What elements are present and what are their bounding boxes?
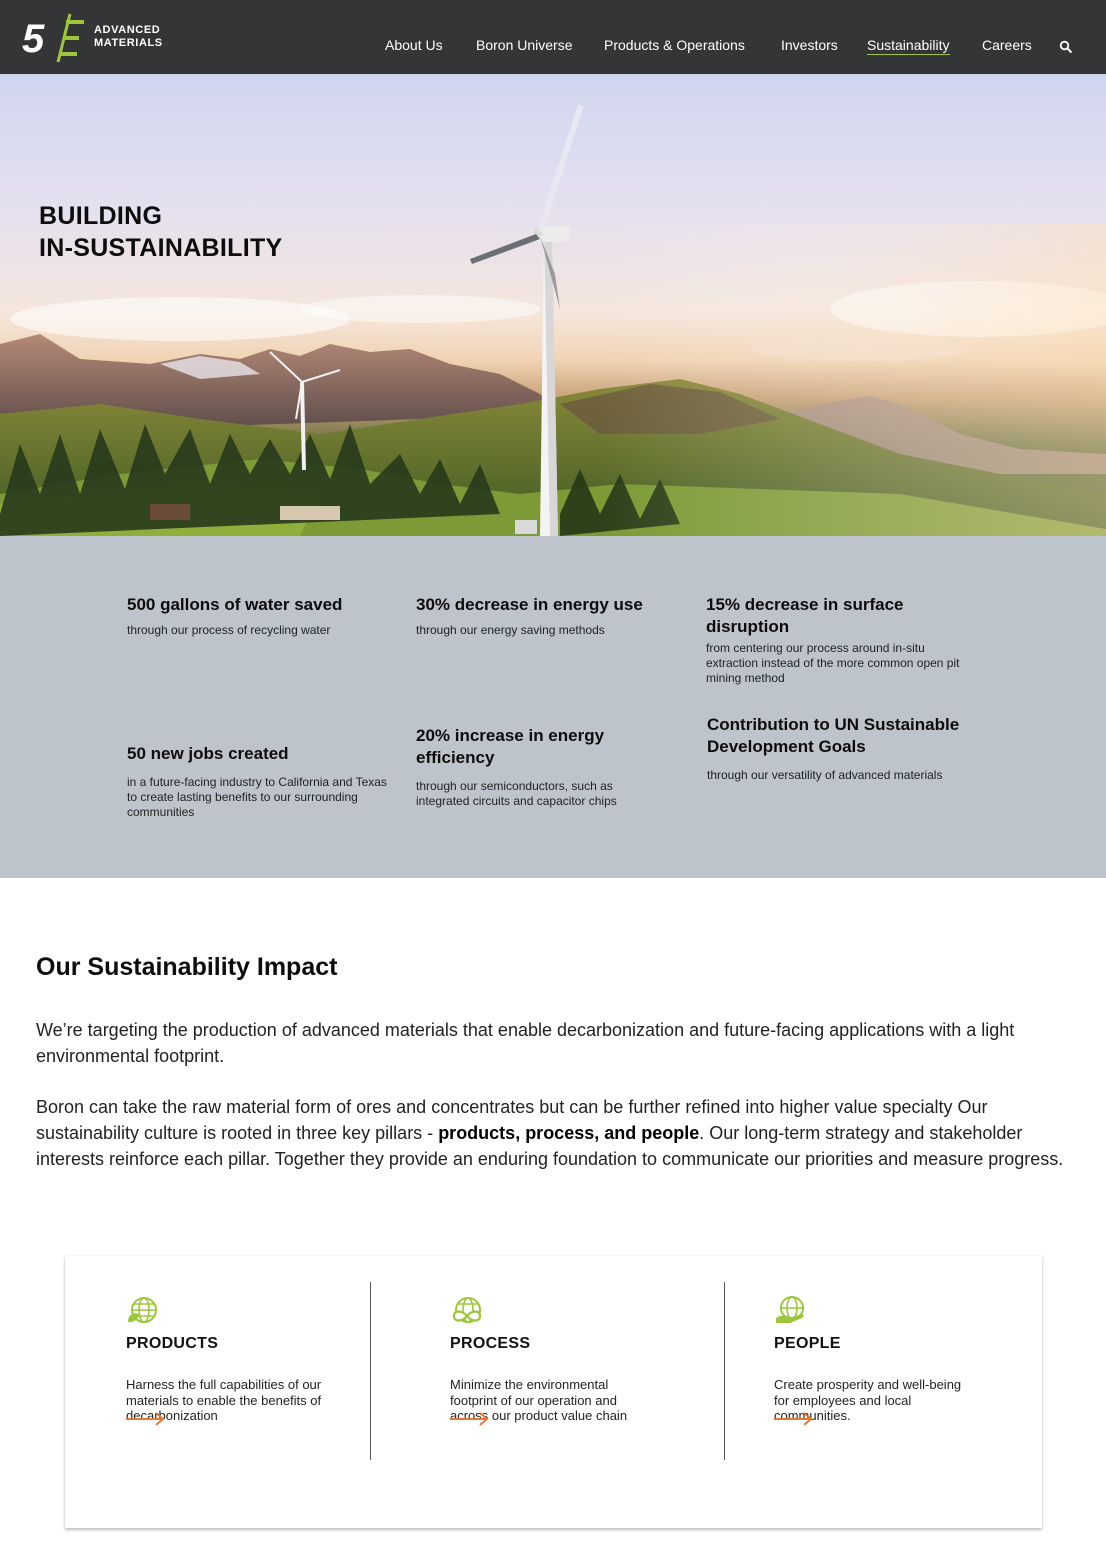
- stat-title: Contribution to UN Sustainable Development Goals: [707, 715, 960, 756]
- svg-text:5: 5: [22, 17, 45, 61]
- stat-item: [127, 743, 392, 820]
- impact-paragraph-2-text-b: . Our long-term strategy and stakeholder interests reinforce each pillar. Together they provide an enduring foundation to communicate our priorities and measure progress.: [36, 1123, 1064, 1169]
- stat-title: 30% decrease in energy use: [416, 595, 643, 614]
- impact-paragraph-1: We’re targeting the production of advanced materials that enable decarbonization and future-facing applications with a light environmental footprint.: [36, 1020, 1015, 1066]
- pillar-description: Minimize the environmental footprint of our operation and across our product value chain: [450, 1377, 628, 1423]
- globe-leaf-icon: [126, 1296, 160, 1324]
- wind-turbine-landscape-image: [0, 74, 1106, 536]
- nav-about-us[interactable]: About Us: [385, 37, 443, 53]
- stat-description: from centering our process around in-situ extraction instead of the more common open pit mining method: [706, 641, 960, 685]
- stat-title: 50 new jobs created: [127, 744, 289, 763]
- impact-section-title: Our Sustainability Impact: [36, 953, 338, 981]
- nav-investors[interactable]: Investors: [781, 37, 838, 53]
- stat-title: 500 gallons of water saved: [127, 595, 343, 614]
- stat-title: 20% increase in energy efficiency: [416, 726, 605, 767]
- pillars-highlight: products, process, and people: [438, 1123, 700, 1143]
- pillar-divider: [724, 1282, 725, 1460]
- brand-name-line2: MATERIALS: [94, 37, 163, 49]
- brand-name-line1: ADVANCED: [94, 24, 161, 36]
- hero-title-line2: IN-SUSTAINABILITY: [39, 234, 283, 262]
- stat-item: [706, 594, 966, 686]
- pillar-title: PROCESS: [450, 1335, 531, 1352]
- stat-item: [127, 594, 392, 638]
- pillars-card: [65, 1256, 1042, 1528]
- process-arrow-icon[interactable]: [450, 1412, 490, 1426]
- people-arrow-icon[interactable]: [774, 1412, 814, 1426]
- nav-sustainability[interactable]: Sustainability: [867, 37, 950, 53]
- stat-item: [416, 725, 666, 809]
- pillar-title: PEOPLE: [774, 1335, 841, 1352]
- stat-description: through our versatility of advanced materials: [707, 768, 943, 782]
- pillar-people: [774, 1296, 974, 1424]
- globe-hand-icon: [774, 1296, 808, 1324]
- search-icon[interactable]: [1059, 40, 1073, 54]
- impact-paragraph-2-text-a: Boron can take the raw material form of ores and concentrates but can be further refined into higher value specialty Our sustainability culture is rooted in three key pillars -: [36, 1097, 988, 1143]
- pillar-divider: [370, 1282, 371, 1460]
- hero-title-line1: BUILDING: [39, 202, 163, 230]
- hero-banner: [0, 74, 1106, 536]
- stat-description: in a future-facing industry to California and Texas to create lasting benefits to our surrounding communities: [127, 775, 387, 819]
- nav-products-operations[interactable]: Products & Operations: [604, 37, 745, 53]
- hero-title: [39, 200, 283, 264]
- pillar-description: Harness the full capabilities of our materials to enable the benefits of decarbonization: [126, 1377, 322, 1423]
- pillar-process: [450, 1296, 650, 1424]
- pillar-description: Create prosperity and well-being for employees and local communities.: [774, 1377, 962, 1423]
- nav-careers[interactable]: Careers: [982, 37, 1032, 53]
- main-menu: [0, 37, 1106, 57]
- stat-title: 15% decrease in surface disruption: [706, 595, 904, 636]
- products-arrow-icon[interactable]: [126, 1412, 166, 1426]
- stat-description: through our semiconductors, such as integrated circuits and capacitor chips: [416, 779, 617, 808]
- impact-paragraph-2: [36, 1094, 1076, 1172]
- stat-description: through our energy saving methods: [416, 623, 605, 637]
- stat-item: [416, 594, 691, 638]
- globe-infinity-icon: [450, 1296, 484, 1324]
- nav-boron-universe[interactable]: Boron Universe: [476, 37, 573, 53]
- stat-item: [707, 714, 962, 783]
- pillar-products: [126, 1296, 326, 1424]
- pillar-title: PRODUCTS: [126, 1335, 219, 1352]
- stat-description: through our process of recycling water: [127, 623, 331, 637]
- sustainability-stats: [0, 536, 1106, 878]
- top-navigation: [0, 0, 1106, 74]
